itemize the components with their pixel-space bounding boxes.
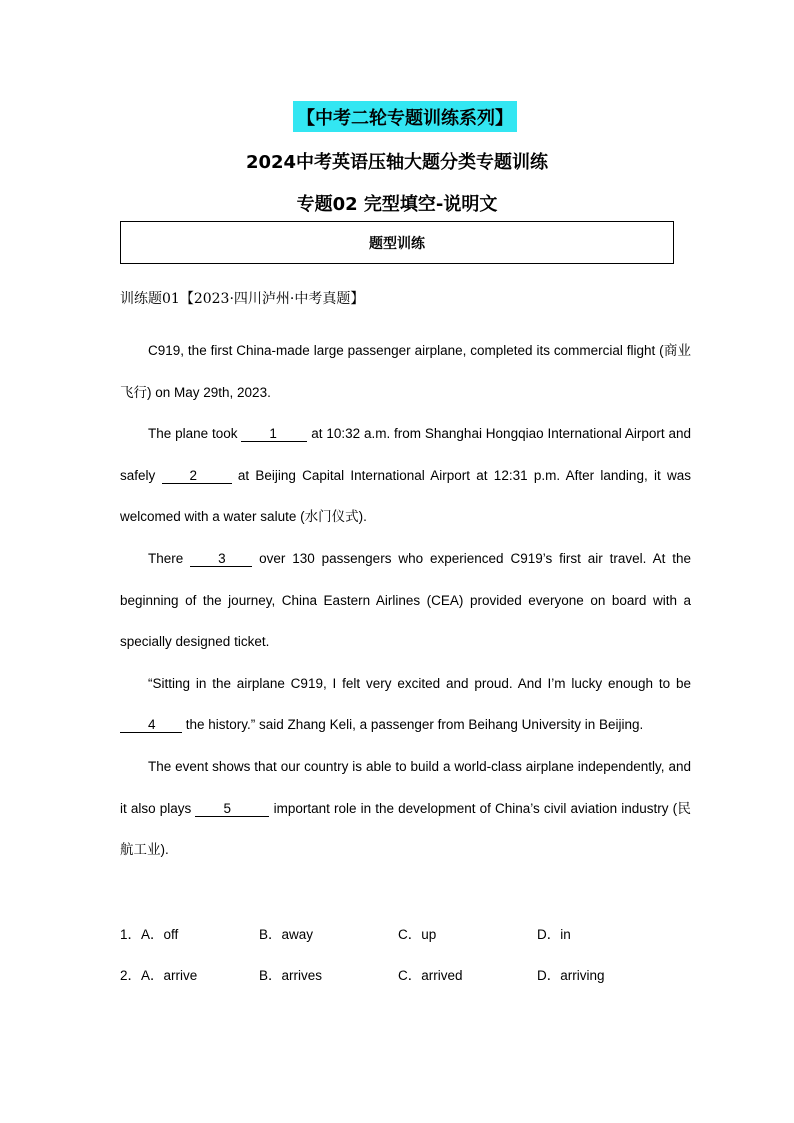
paragraph-2 [120, 413, 691, 538]
blank-4: 4 [120, 717, 182, 733]
paragraph-5 [120, 746, 691, 871]
text: the history.” said Zhang Keli, a passenger from Beihang University in Beijing. [182, 717, 644, 733]
question-row [120, 953, 691, 994]
text: at 10:32 a.m. from Shanghai Hongqiao International Airport and safely [120, 426, 691, 483]
option-c: C．up [398, 926, 437, 942]
option-a: 1．A．off [120, 926, 179, 942]
text: The event shows that our country is able to build a world-class airplane independently, and it also plays [120, 758, 691, 816]
text: important role in the development of China’s civil aviation industry (民航工业). [120, 800, 691, 858]
blank-2: 2 [162, 468, 232, 484]
option-a: 2．A．arrive [120, 967, 198, 983]
option-b: B．arrives [259, 967, 323, 983]
main-title: 2024中考英语压轴大题分类专题训练 [245, 152, 549, 173]
question-options [120, 912, 691, 994]
paragraph-1: C919, the first China-made large passenger airplane, completed its commercial flight (商业飞行) on May 29th, 2023. [120, 343, 691, 400]
blank-5: 5 [195, 801, 269, 817]
text: at Beijing Capital International Airport at 12:31 p.m. After landing, it was welcomed with a water salute (水门仪式). [120, 467, 691, 525]
text: The plane took [148, 426, 242, 442]
paragraph-3 [120, 538, 691, 663]
sub-title: 专题02 完型填空-说明文 [296, 194, 498, 215]
text: “Sitting in the airplane C919, I felt very excited and proud. And I’m lucky enough to be [148, 675, 691, 691]
section-label: 题型训练 [369, 235, 425, 252]
option-d: D．arriving [537, 967, 605, 983]
text: over 130 passengers who experienced C919’s first air travel. At the beginning of the journey, China Eastern Airlines (CEA) provided everyone on board with a specially designed ticket. [120, 550, 691, 650]
blank-3: 3 [190, 551, 252, 567]
blank-1: 1 [241, 426, 307, 442]
option-b: B．away [259, 926, 314, 942]
series-tag: 【中考二轮专题训练系列】 [293, 101, 517, 132]
question-row [120, 912, 691, 953]
option-c: C．arrived [398, 967, 463, 983]
text: There [148, 550, 191, 566]
passage [120, 330, 691, 871]
paragraph-4 [120, 663, 691, 746]
exercise-title: 训练题01【2023·四川泸州·中考真题】 [120, 291, 365, 307]
option-d: D．in [537, 926, 571, 942]
section-box [120, 221, 674, 264]
